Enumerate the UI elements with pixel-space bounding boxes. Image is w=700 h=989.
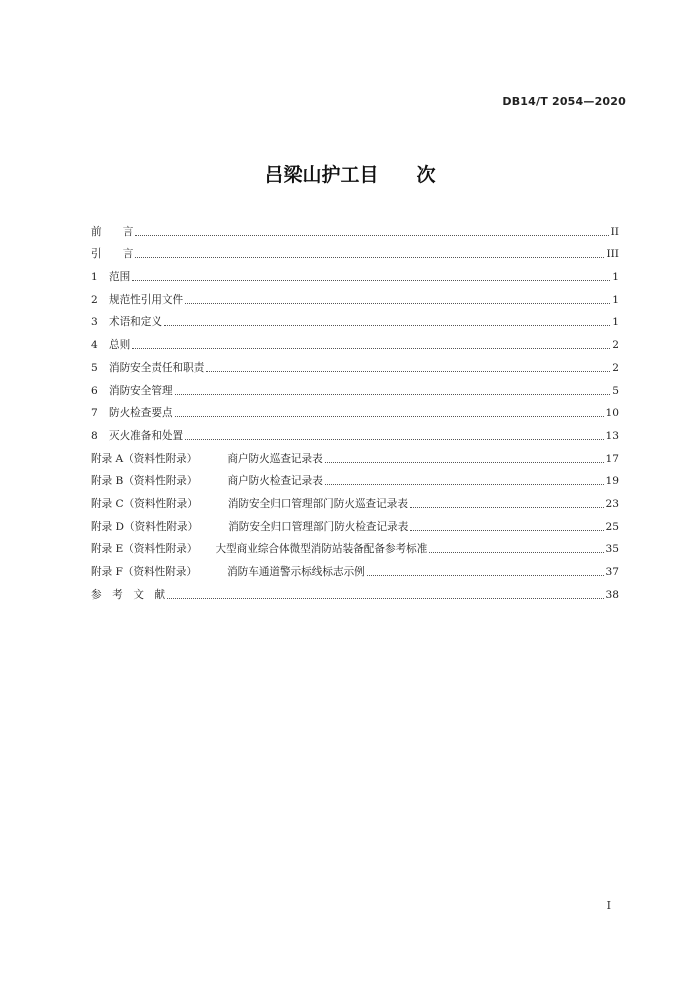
toc-entry-foreword[interactable]: [91, 216, 619, 239]
toc-entry-page: 13: [605, 429, 619, 442]
toc-entry-label: 参 考 文 献: [91, 588, 166, 601]
toc-entry-page: 1: [612, 271, 619, 284]
toc-entry-label: 商户防火巡查记录表: [227, 452, 323, 465]
toc-entry-number: 3: [91, 316, 98, 329]
toc-entry-label: 灭火准备和处置: [109, 429, 184, 442]
toc-entry-number: 7: [91, 407, 98, 420]
toc-entry-page: 37: [605, 566, 619, 578]
toc-entry-general[interactable]: [91, 329, 619, 352]
toc-entry-number: 5: [91, 361, 98, 374]
toc-entry-number: 4: [91, 339, 98, 352]
toc-entry-normative-references[interactable]: [91, 284, 619, 307]
toc-entry-label: 防火检查要点: [109, 407, 173, 420]
toc-entry-appendix-f[interactable]: [91, 556, 619, 579]
toc-entry-appendix-a[interactable]: [91, 443, 619, 466]
page-number: I: [606, 899, 611, 912]
toc-entry-page: 2: [612, 361, 619, 374]
toc-appendix-prefix: 附录 A（资料性附录）: [91, 452, 198, 465]
toc-entry-label: 规范性引用文件: [109, 293, 184, 306]
toc-dot-leader: [410, 506, 604, 508]
toc-entry-page: 1: [612, 316, 619, 329]
toc-dot-leader: [185, 438, 603, 440]
toc-entry-inspection-points[interactable]: [91, 398, 619, 421]
toc-entry-label: 大型商业综合体微型消防站装备配备参考标准: [215, 543, 428, 556]
toc-entry-scope[interactable]: [91, 261, 619, 284]
toc-entry-number: 6: [91, 384, 98, 397]
toc-entry-label: 商户防火检查记录表: [227, 475, 323, 488]
toc-entry-appendix-b[interactable]: [91, 466, 619, 489]
toc-appendix-prefix: 附录 E（资料性附录）: [91, 543, 198, 556]
toc-entry-appendix-c[interactable]: [91, 488, 619, 511]
toc-dot-leader: [206, 370, 610, 372]
toc-dot-leader: [429, 551, 603, 553]
toc-entry-firefighting-preparation[interactable]: [91, 420, 619, 443]
toc-entry-label: 前 言: [91, 225, 134, 238]
toc-entry-page: 25: [605, 520, 619, 533]
toc-entry-page: II: [610, 225, 619, 238]
toc-appendix-prefix: 附录 C（资料性附录）: [91, 497, 198, 510]
toc-entry-appendix-d[interactable]: [91, 511, 619, 534]
toc-entry-page: 1: [612, 293, 619, 306]
toc-entry-page: 17: [605, 452, 619, 465]
toc-entry-responsibilities[interactable]: [91, 352, 619, 375]
toc-entry-page: 19: [605, 475, 619, 488]
toc-entry-label: 总则: [109, 339, 131, 352]
toc-entry-terms-definitions[interactable]: [91, 307, 619, 330]
toc-entry-page: 2: [612, 339, 619, 352]
document-code: DB14/T 2054—2020: [502, 95, 626, 108]
toc-title: 吕梁山护工目 次: [264, 164, 436, 186]
toc-entry-page: 10: [605, 407, 619, 420]
toc-dot-leader: [164, 324, 610, 326]
toc-entry-page: 35: [605, 543, 619, 556]
toc-entry-label: 引 言: [91, 248, 134, 261]
table-of-contents: [91, 216, 619, 602]
toc-dot-leader: [367, 574, 604, 576]
toc-dot-leader: [325, 483, 604, 485]
toc-entry-bibliography[interactable]: [91, 579, 619, 602]
toc-entry-label: 消防安全归口管理部门防火巡查记录表: [227, 497, 408, 510]
toc-entry-number: 1: [91, 271, 98, 284]
toc-entry-introduction[interactable]: [91, 239, 619, 262]
toc-dot-leader: [325, 461, 604, 463]
toc-entry-number: 2: [91, 293, 98, 306]
toc-entry-label: 术语和定义: [109, 316, 162, 329]
toc-dot-leader: [132, 279, 610, 281]
toc-dot-leader: [185, 302, 610, 304]
toc-appendix-prefix: 附录 B（资料性附录）: [91, 475, 198, 488]
toc-entry-label: 消防安全责任和职责: [109, 361, 205, 374]
toc-appendix-prefix: 附录 F（资料性附录）: [91, 566, 198, 578]
toc-entry-label: 消防车通道警示标线标志示例: [227, 566, 365, 578]
toc-dot-leader: [175, 415, 604, 417]
toc-entry-label: 范围: [109, 271, 131, 284]
toc-entry-safety-management[interactable]: [91, 375, 619, 398]
toc-dot-leader: [410, 529, 603, 531]
toc-entry-page: 23: [605, 497, 619, 510]
toc-entry-page: 5: [612, 384, 619, 397]
toc-entry-number: 8: [91, 429, 98, 442]
toc-entry-label: 消防安全归口管理部门防火检查记录表: [228, 520, 409, 533]
toc-dot-leader: [175, 393, 611, 395]
toc-appendix-prefix: 附录 D（资料性附录）: [91, 520, 199, 533]
toc-dot-leader: [132, 347, 610, 349]
toc-entry-label: 消防安全管理: [109, 384, 173, 397]
toc-entry-page: III: [606, 248, 619, 261]
toc-entry-page: 38: [605, 588, 619, 601]
toc-entry-appendix-e[interactable]: [91, 534, 619, 557]
toc-dot-leader: [167, 597, 603, 599]
toc-dot-leader: [135, 234, 608, 236]
toc-dot-leader: [135, 256, 604, 258]
